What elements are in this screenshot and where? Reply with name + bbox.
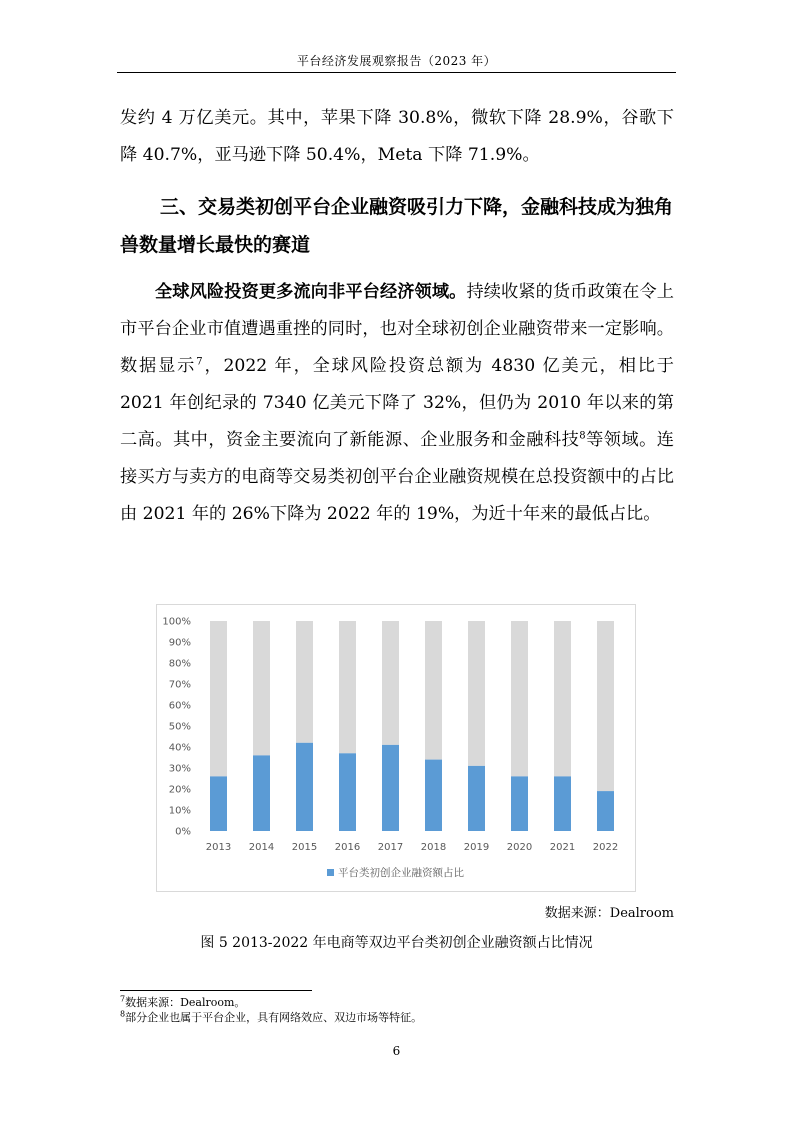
header-rule: [117, 72, 676, 73]
bar-primary: [339, 753, 356, 831]
paragraph-2-text-c: 等领域。连接买方与卖方的电商等交易类初创平台企业融资规模在总投资额中的占比由 2021 年的 26%下降为 2022 年的 19%，为近十年来的最低占比。: [120, 430, 674, 524]
y-tick-label: 0%: [175, 826, 191, 838]
bar-remainder: [425, 621, 442, 760]
y-tick-label: 90%: [168, 637, 191, 649]
y-tick-label: 60%: [168, 700, 191, 712]
bar-remainder: [597, 621, 614, 791]
bar-remainder: [253, 621, 270, 755]
paragraph-2-text-a: 持续收紧的货币政策在令上市平台企业市值遭遇重挫的同时，也对全球初创企业融资带来一定影响。数据显示: [120, 282, 674, 376]
y-tick-label: 100%: [162, 616, 191, 628]
bar-remainder: [511, 621, 528, 776]
figure-caption: 图 5 2013-2022 年电商等双边平台类初创企业融资额占比情况: [200, 935, 593, 951]
bar-primary: [210, 776, 227, 831]
section-heading: 三、交易类初创平台企业融资吸引力下降，金融科技成为独角兽数量增长最快的赛道: [120, 196, 674, 256]
page-number: 6: [392, 1044, 401, 1058]
footnote-7: [120, 996, 245, 1010]
footnote-8-text: 部分企业也属于平台企业，具有网络效应、双边市场等特征。: [125, 1011, 423, 1024]
footnote-7-text: 数据来源：Dealroom。: [125, 996, 246, 1009]
footnote-8-mark: 8: [120, 1009, 126, 1019]
footnote-8: [120, 1011, 422, 1025]
bar-primary: [253, 755, 270, 831]
y-tick-label: 10%: [168, 805, 191, 817]
bar-remainder: [554, 621, 571, 776]
x-tick-label: 2017: [377, 842, 404, 853]
x-tick-label: 2016: [334, 842, 361, 853]
paragraph-1: 发约 4 万亿美元。其中，苹果下降 30.8%，微软下降 28.9%，谷歌下降 40.7%，亚马逊下降 50.4%，Meta 下降 71.9%。: [120, 108, 674, 165]
bar-primary: [511, 776, 528, 831]
bar-chart: [156, 604, 636, 892]
running-header: 平台经济发展观察报告（2023 年）: [296, 54, 497, 68]
y-tick-label: 30%: [168, 763, 191, 775]
x-tick-label: 2014: [248, 842, 275, 853]
data-source-note: 数据来源：Dealroom: [544, 906, 674, 921]
x-tick-label: 2021: [549, 842, 576, 853]
x-tick-label: 2013: [205, 842, 232, 853]
bar-chart-svg: [157, 605, 635, 891]
legend-swatch: [327, 869, 334, 876]
footnote-ref-8[interactable]: 8: [579, 430, 586, 442]
legend-label: 平台类初创企业融资额占比: [338, 867, 464, 879]
x-tick-label: 2022: [592, 842, 619, 853]
paragraph-2-lead: 全球风险投资更多流向非平台经济领域。: [155, 282, 467, 302]
bar-remainder: [210, 621, 227, 776]
y-tick-label: 40%: [168, 742, 191, 754]
y-tick-label: 80%: [168, 658, 191, 670]
bar-primary: [468, 766, 485, 831]
bar-remainder: [468, 621, 485, 766]
paragraph-2-text-b: ，2022 年，全球风险投资总额为 4830 亿美元，相比于 2021 年创纪录的 7340 亿美元下降了 32%，但仍为 2010 年以来的第二高。其中，资金主要流向了新能源、企业服务和金融科技: [120, 356, 674, 450]
y-tick-label: 70%: [168, 679, 191, 691]
bar-primary: [425, 760, 442, 831]
footnote-rule: [120, 990, 312, 991]
paragraph-2: [120, 274, 674, 533]
y-tick-label: 20%: [168, 784, 191, 796]
bar-primary: [382, 745, 399, 831]
bar-primary: [597, 791, 614, 831]
bar-remainder: [296, 621, 313, 743]
x-tick-label: 2015: [291, 842, 318, 853]
bar-remainder: [382, 621, 399, 745]
footnote-7-mark: 7: [120, 994, 126, 1004]
x-tick-label: 2020: [506, 842, 533, 853]
footnote-ref-7[interactable]: 7: [196, 356, 203, 368]
bar-remainder: [339, 621, 356, 753]
bar-primary: [296, 743, 313, 831]
y-tick-label: 50%: [168, 721, 191, 733]
x-tick-label: 2019: [463, 842, 490, 853]
x-tick-label: 2018: [420, 842, 447, 853]
bar-primary: [554, 776, 571, 831]
